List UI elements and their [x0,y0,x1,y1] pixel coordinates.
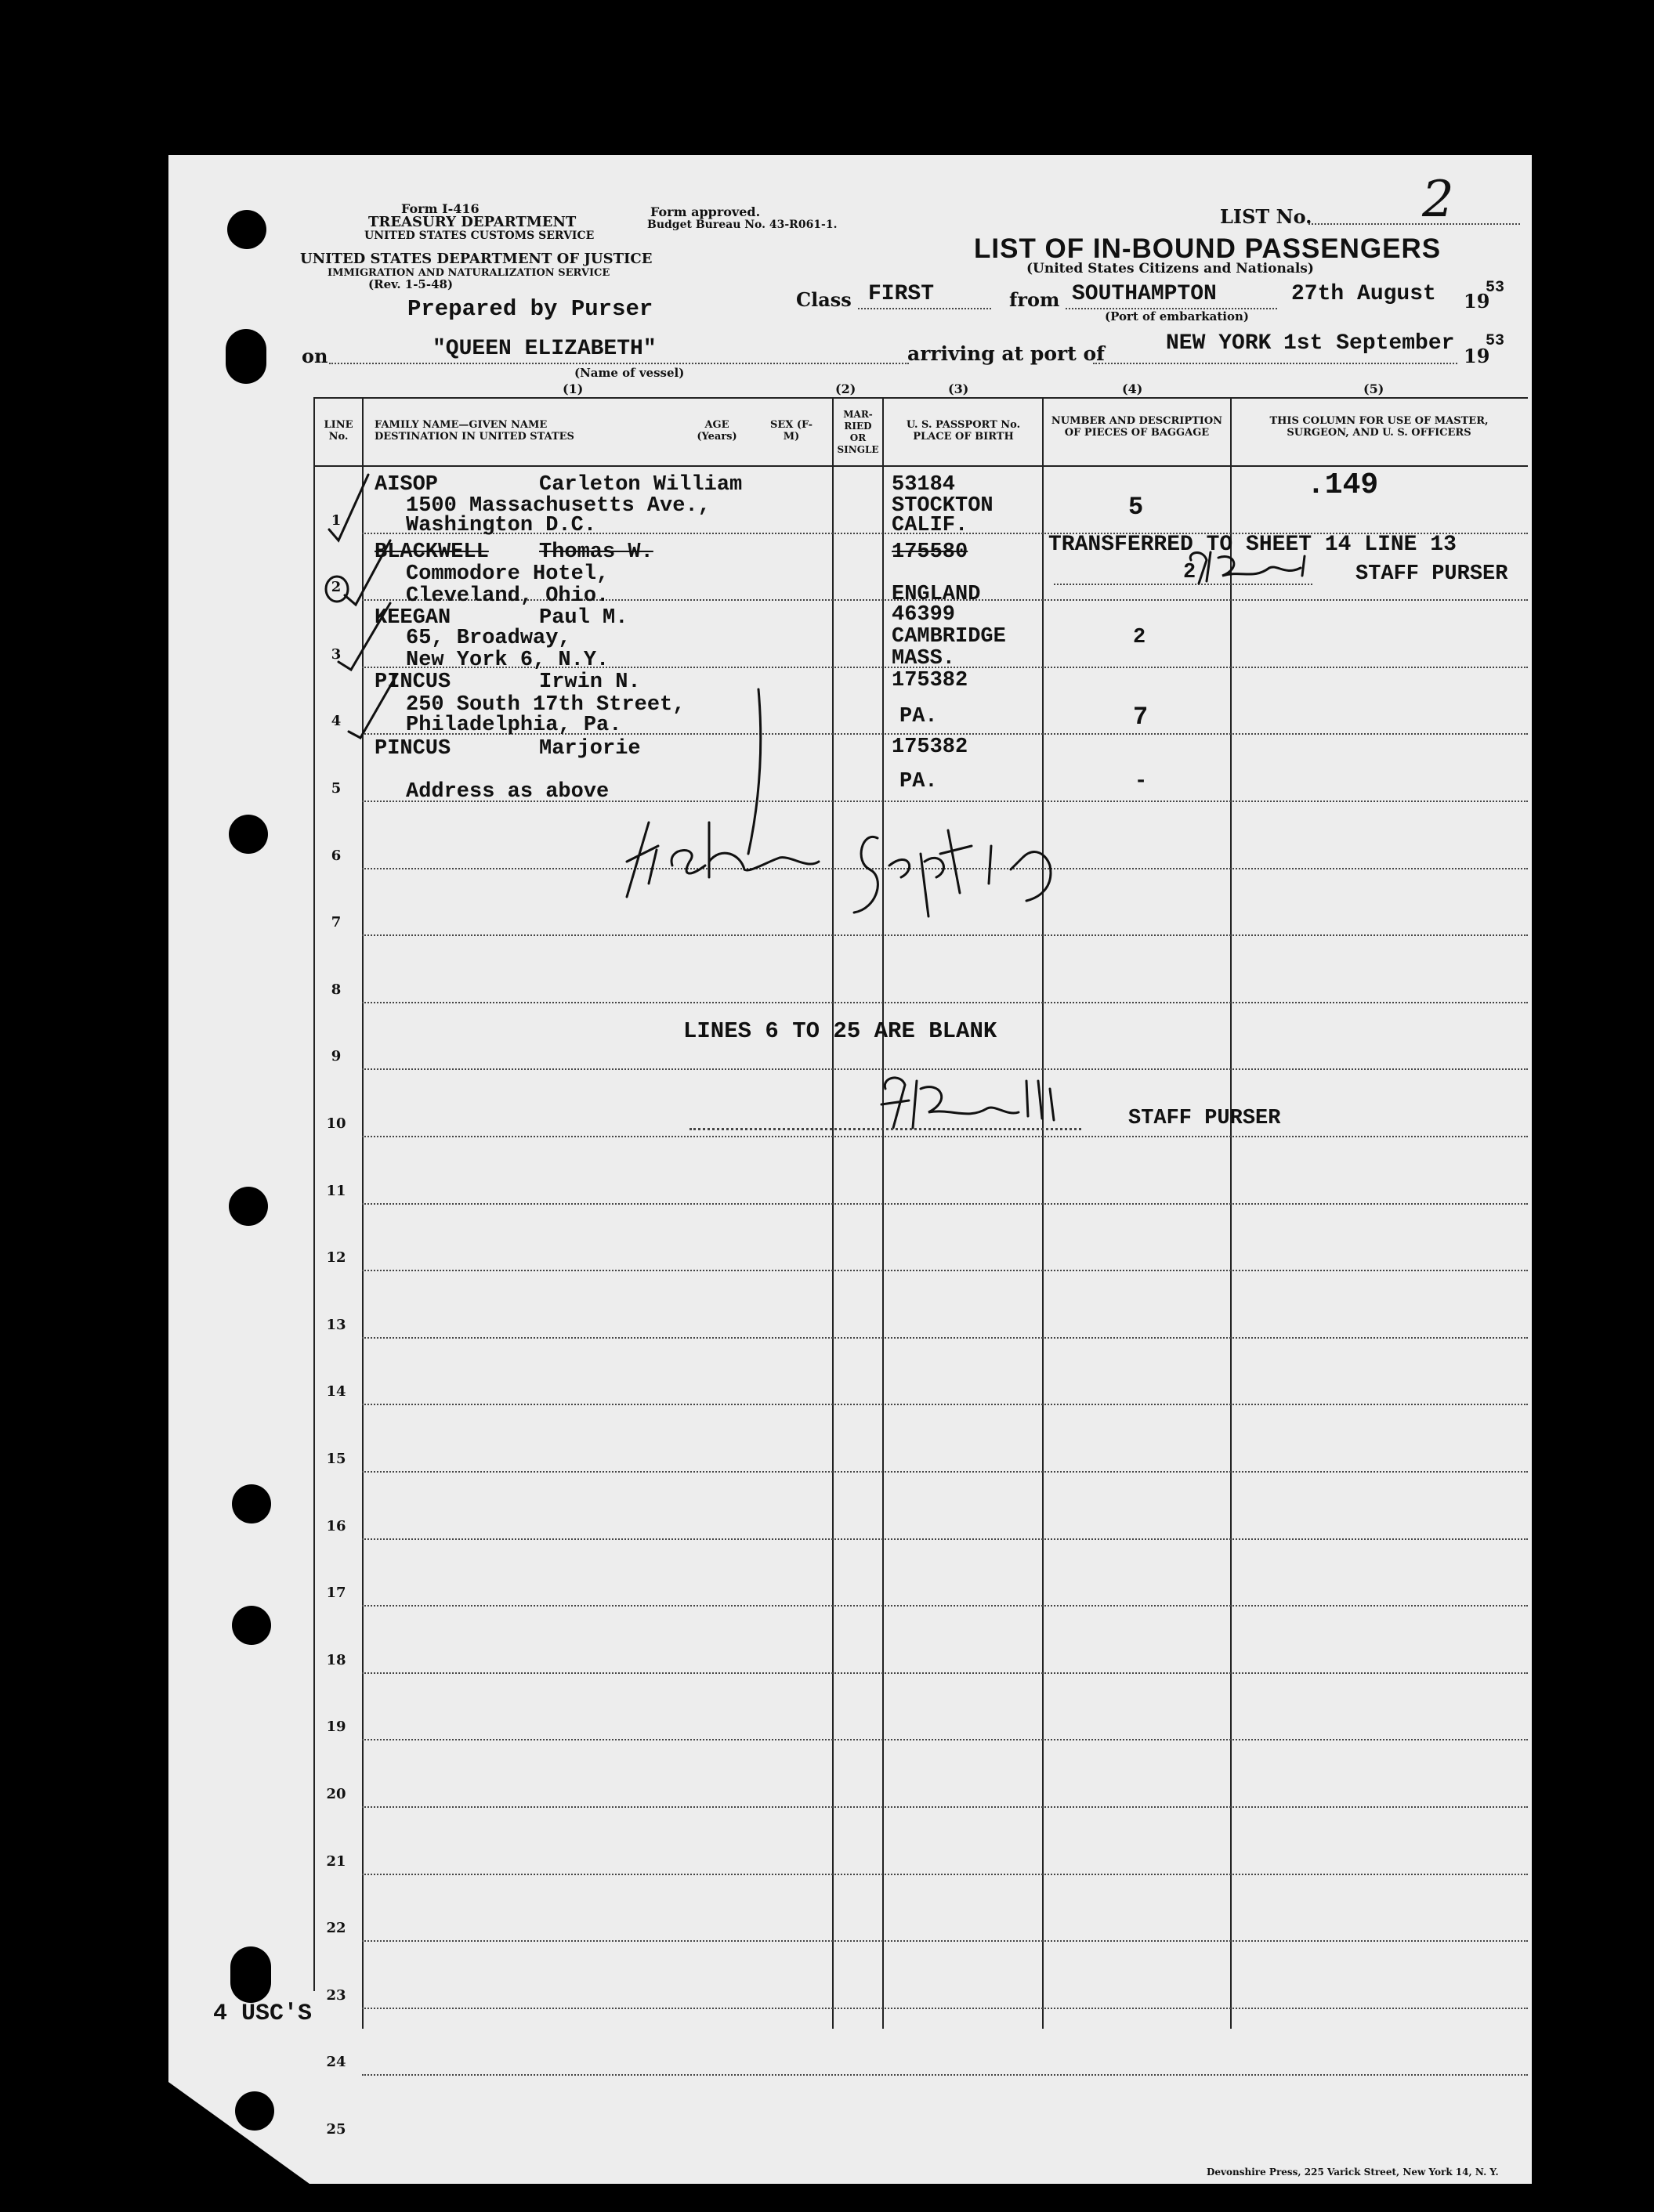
row-divider [362,1739,1528,1740]
age-header: AGE (Years) [697,419,737,443]
passenger-1-baggage: 5 [1128,493,1144,522]
class-label: Class [796,288,852,311]
passenger-2-baggage: 2 [1183,561,1196,584]
row-divider [362,1672,1528,1674]
line-number: 23 [326,1987,346,2004]
row-divider [362,1806,1528,1808]
row-divider [362,1471,1528,1473]
punch-hole [229,1187,268,1226]
vessel-name: "QUEEN ELIZABETH" [433,337,657,361]
arrival-year-suffix: 53 [1486,332,1505,350]
row-divider [362,1874,1528,1875]
port-embark-caption: (Port of embarkation) [1105,309,1249,323]
line-number: 1 [331,512,342,529]
class-line [858,308,991,309]
line-number: 12 [326,1249,346,1266]
transfer-staff-purser: STAFF PURSER [1355,562,1508,586]
line-number: 19 [326,1719,346,1735]
line-number: 5 [331,780,342,797]
passenger-5-address: Address as above [406,780,610,804]
line-no-header: LINE No. [324,419,353,443]
passenger-3-address-1: 65, Broadway, [406,627,571,650]
sex-header: SEX (F-M) [769,419,813,443]
arriving-label: arriving at port of [907,342,1105,365]
passenger-4-passport: 175382 [892,669,968,692]
row-divider [362,1270,1528,1271]
baggage-header: NUMBER AND DESCRIPTION OF PIECES OF BAGGAGE [1051,415,1223,439]
row-divider [362,1337,1528,1339]
passenger-3-baggage: 2 [1133,626,1146,649]
married-header: MAR-RIED OR SINGLE [837,409,879,455]
line-number: 21 [326,1853,346,1870]
transfer-note: TRANSFERRED TO SHEET 14 LINE 13 [1048,533,1457,557]
line-number: 13 [326,1317,346,1333]
row-divider [362,1404,1528,1405]
from-label: from [1009,288,1060,311]
form-sheet [168,155,1532,2184]
arrival-port: NEW YORK [1166,331,1272,356]
on-label: on [302,345,328,367]
row-divider [362,1203,1528,1205]
table-left-border [313,397,315,1991]
name-header: FAMILY NAME—GIVEN NAME DESTINATION IN UNITED STATES [375,419,574,443]
blank-lines-note: LINES 6 TO 25 ARE BLANK [683,1018,997,1044]
passenger-2-given-name: Thomas W. [539,540,653,564]
officers-column-left [1230,397,1232,2029]
list-no-label: LIST No. [1220,205,1312,228]
ins-label: IMMIGRATION AND NATURALIZATION SERVICE [328,267,610,279]
line-number: 20 [326,1786,346,1802]
passenger-1-given-name: Carleton William [539,473,743,497]
line-number: 25 [326,2121,346,2138]
line-number: 4 [331,713,342,729]
prepared-by: Prepared by Purser [407,296,653,322]
passport-header: U. S. PASSPORT No. PLACE OF BIRTH [906,419,1021,443]
passenger-1-officer-note: .149 [1307,468,1379,502]
row-divider [362,1940,1528,1942]
row-divider [362,1136,1528,1137]
line-number: 17 [326,1585,346,1601]
year-prefix: 19 [1464,290,1490,313]
row-divider [362,2074,1528,2076]
passenger-2-address-1: Commodore Hotel, [406,562,610,586]
passenger-1-passport: 53184 [892,473,956,497]
line-number: 8 [331,981,342,998]
column-number-1: (1) [563,381,584,396]
column-number-4: (4) [1122,381,1143,396]
passenger-2-passport: 175580 [892,540,968,564]
passenger-5-passport: 175382 [892,736,968,759]
row-divider [362,1002,1528,1003]
passenger-3-given-name: Paul M. [539,606,628,630]
punch-hole [230,1946,271,2003]
line-number: 22 [326,1920,346,1936]
customs-service: UNITED STATES CUSTOMS SERVICE [364,230,595,242]
passenger-4-family-name: PINCUS [375,670,451,694]
row-divider [362,868,1528,869]
line-number: 2 [331,579,342,595]
punch-hole [232,1484,271,1523]
line-number: 11 [326,1183,346,1199]
passenger-4-birthplace: PA. [899,705,938,728]
passenger-3-address-2: New York 6, N.Y. [406,649,610,672]
passenger-1-birthplace-1: STOCKTON [892,494,993,518]
married-column-left [832,397,834,2029]
passenger-5-birthplace: PA. [899,770,938,793]
purser-signature-line [689,1128,1081,1130]
column-number-5: (5) [1363,381,1384,396]
passenger-4-address-1: 250 South 17th Street, [406,693,686,717]
transfer-signature-line [1054,584,1312,585]
punch-hole [227,210,266,249]
vessel-caption: (Name of vessel) [574,366,685,380]
form-title: LIST OF IN-BOUND PASSENGERS [974,233,1442,264]
table-top-border [313,397,1528,399]
budget-bureau: Budget Bureau No. 43-R061-1. [647,219,838,231]
list-no-line [1308,223,1520,225]
line-number: 16 [326,1518,346,1534]
passenger-2-family-name: BLACKWELL [375,540,489,564]
punch-hole [235,2091,274,2131]
passenger-5-given-name: Marjorie [539,737,641,761]
baggage-column-left [1042,397,1044,2029]
passenger-1-family-name: AISOP [375,473,439,497]
revision-date: (Rev. 1-5-48) [368,277,454,291]
line-number: 10 [326,1115,346,1132]
line-number: 18 [326,1652,346,1668]
arrival-line [1093,363,1457,364]
passenger-4-baggage: 7 [1133,703,1149,732]
passenger-3-passport: 46399 [892,603,956,627]
header-bottom-border [313,465,1528,467]
line-number: 15 [326,1451,346,1467]
passenger-3-birthplace-2: MASS. [892,647,956,670]
class-value: FIRST [868,282,935,306]
passenger-3-birthplace-1: CAMBRIDGE [892,625,1006,649]
punch-hole [229,815,268,854]
line-number: 14 [326,1383,346,1400]
column-number-2: (2) [835,381,856,396]
punch-hole [232,1606,271,1645]
form-number: Form I-416 [401,201,480,216]
treasury-department: TREASURY DEPARTMENT [368,214,577,230]
vessel-line [329,363,909,364]
department-of-justice: UNITED STATES DEPARTMENT OF JUSTICE [300,251,653,267]
row-divider [362,2008,1528,2009]
arrival-date: 1st September [1283,331,1455,356]
line-number: 3 [331,646,342,663]
passenger-1-address-1: 1500 Massachusetts Ave., [406,494,711,518]
line-number: 6 [331,848,342,864]
punch-hole [226,329,266,384]
row-divider [362,1538,1528,1540]
line-number: 24 [326,2054,346,2070]
printer-imprint: Devonshire Press, 225 Varick Street, New York 14, N. Y. [1207,2167,1499,2178]
staff-purser-label: STAFF PURSER [1128,1107,1281,1130]
passenger-5-baggage: - [1135,770,1148,793]
column-number-3: (3) [948,381,969,396]
row-divider [362,934,1528,936]
embarkation-date: 27th August [1291,282,1436,306]
passenger-2-birthplace: ENGLAND [892,583,981,606]
arrival-year-prefix: 19 [1464,345,1490,367]
passenger-5-family-name: PINCUS [375,737,451,761]
row-divider [362,1068,1528,1070]
passenger-1-address-2: Washington D.C. [406,514,597,537]
list-number: 2 [1422,171,1454,229]
port-of-embarkation: SOUTHAMPTON [1072,282,1217,306]
line-number: 9 [331,1048,342,1064]
passenger-2-address-2: Cleveland, Ohio. [406,584,610,608]
married-column-right [882,397,884,2029]
row-divider [362,1605,1528,1607]
line-number: 7 [331,914,342,931]
passenger-3-family-name: KEEGAN [375,606,451,630]
passenger-4-address-2: Philadelphia, Pa. [406,714,622,737]
passenger-1-birthplace-2: CALIF. [892,514,968,537]
line-column-divider [362,397,364,2029]
officers-header: THIS COLUMN FOR USE OF MASTER, SURGEON, AND U. S. OFFICERS [1269,415,1489,439]
margin-stamp: 4 USC'S [213,2001,313,2027]
form-approved: Form approved. [650,204,761,219]
form-subtitle: (United States Citizens and Nationals) [1026,261,1314,276]
year-suffix: 53 [1486,279,1505,297]
passenger-4-given-name: Irwin N. [539,670,641,694]
